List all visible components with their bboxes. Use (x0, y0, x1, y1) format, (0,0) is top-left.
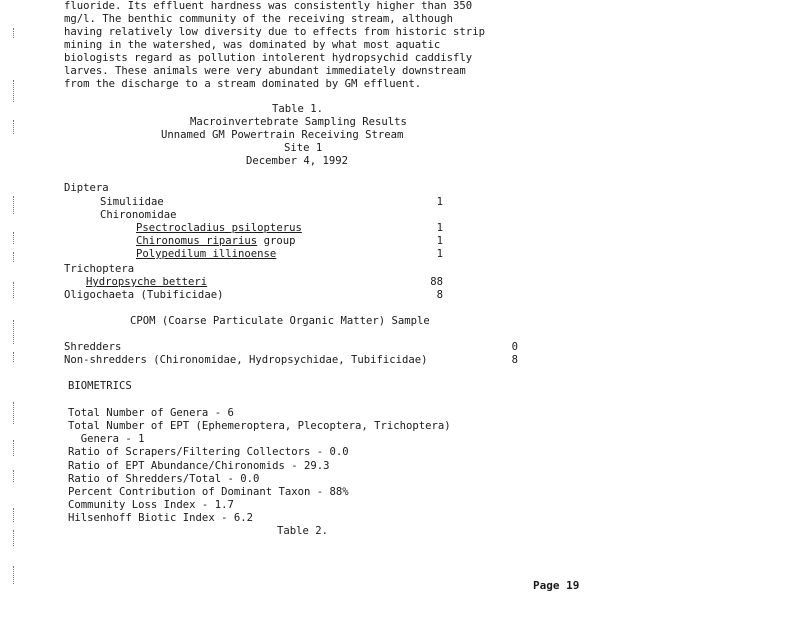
taxon-count: 1 (436, 222, 443, 234)
table1-site: Site 1 (284, 142, 323, 154)
intro-line: biologists regard as pollution intolerent hydropsychid caddisfly (64, 52, 473, 64)
table1-subtitle: Unnamed GM Powertrain Receiving Stream (161, 129, 404, 141)
cpom-row-value: 0 (511, 341, 518, 353)
table1-title: Macroinvertebrate Sampling Results (190, 116, 407, 128)
taxon-species: Chironomus riparius (136, 235, 258, 247)
taxon-species: Hydropsyche betteri (86, 276, 208, 288)
taxon-order: Trichoptera (64, 263, 135, 275)
biometric-line: Total Number of EPT (Ephemeroptera, Plecoptera, Trichoptera) (68, 420, 451, 432)
taxon-family: Chironomidae (100, 209, 177, 221)
taxon-species-row (136, 235, 295, 248)
page-number: Page 19 (533, 579, 580, 592)
taxon-order: Diptera (64, 182, 109, 194)
cpom-row-value: 8 (511, 354, 518, 366)
cpom-row-label: Non-shredders (Chironomidae, Hydropsychidae, Tubificidae) (64, 354, 428, 366)
biometric-line: Community Loss Index - 1.7 (68, 499, 234, 511)
taxon-family: Simuliidae (100, 196, 164, 208)
taxon-count: 8 (436, 289, 443, 301)
intro-line: fluoride. Its effluent hardness was consistently higher than 350 (64, 0, 473, 12)
biometrics-heading: BIOMETRICS (68, 380, 132, 392)
taxon-species: Psectrocladius psilopterus (136, 222, 302, 234)
table1-date: December 4, 1992 (246, 155, 349, 167)
table2-label: Table 2. (277, 525, 329, 537)
table1-number: Table 1. (272, 103, 324, 115)
biometric-line: Genera - 1 (68, 433, 145, 445)
biometric-line: Percent Contribution of Dominant Taxon - 88% (68, 486, 349, 498)
biometric-line: Ratio of EPT Abundance/Chironomids - 29.3 (68, 460, 330, 472)
biometric-line: Total Number of Genera - 6 (68, 407, 234, 419)
margin-scan-marks (8, 0, 26, 618)
cpom-title: CPOM (Coarse Particulate Organic Matter) Sample (130, 315, 430, 327)
biometric-line: Ratio of Shredders/Total - 0.0 (68, 473, 260, 485)
intro-line: larves. These animals were very abundant immediately downstream (64, 65, 466, 77)
intro-line: mg/l. The benthic community of the receiving stream, although (64, 13, 454, 25)
intro-line: from the discharge to a stream dominated by GM effluent. (64, 78, 422, 90)
cpom-row-label: Shredders (64, 341, 122, 353)
taxon-order: Oligochaeta (Tubificidae) (64, 289, 224, 301)
biometric-line: Ratio of Scrapers/Filtering Collectors - 0.0 (68, 446, 349, 458)
intro-line: mining in the watershed, was dominated by what most aquatic (64, 39, 441, 51)
taxon-species: Polypedilum illinoense (136, 248, 277, 260)
biometric-line: Hilsenhoff Biotic Index - 6.2 (68, 512, 253, 524)
taxon-species-suffix: group (257, 235, 296, 247)
taxon-count: 1 (436, 235, 443, 247)
taxon-count: 88 (430, 276, 443, 288)
taxon-count: 1 (436, 248, 443, 260)
taxon-count: 1 (436, 196, 443, 208)
intro-line: having relatively low diversity due to effects from historic strip (64, 26, 485, 38)
